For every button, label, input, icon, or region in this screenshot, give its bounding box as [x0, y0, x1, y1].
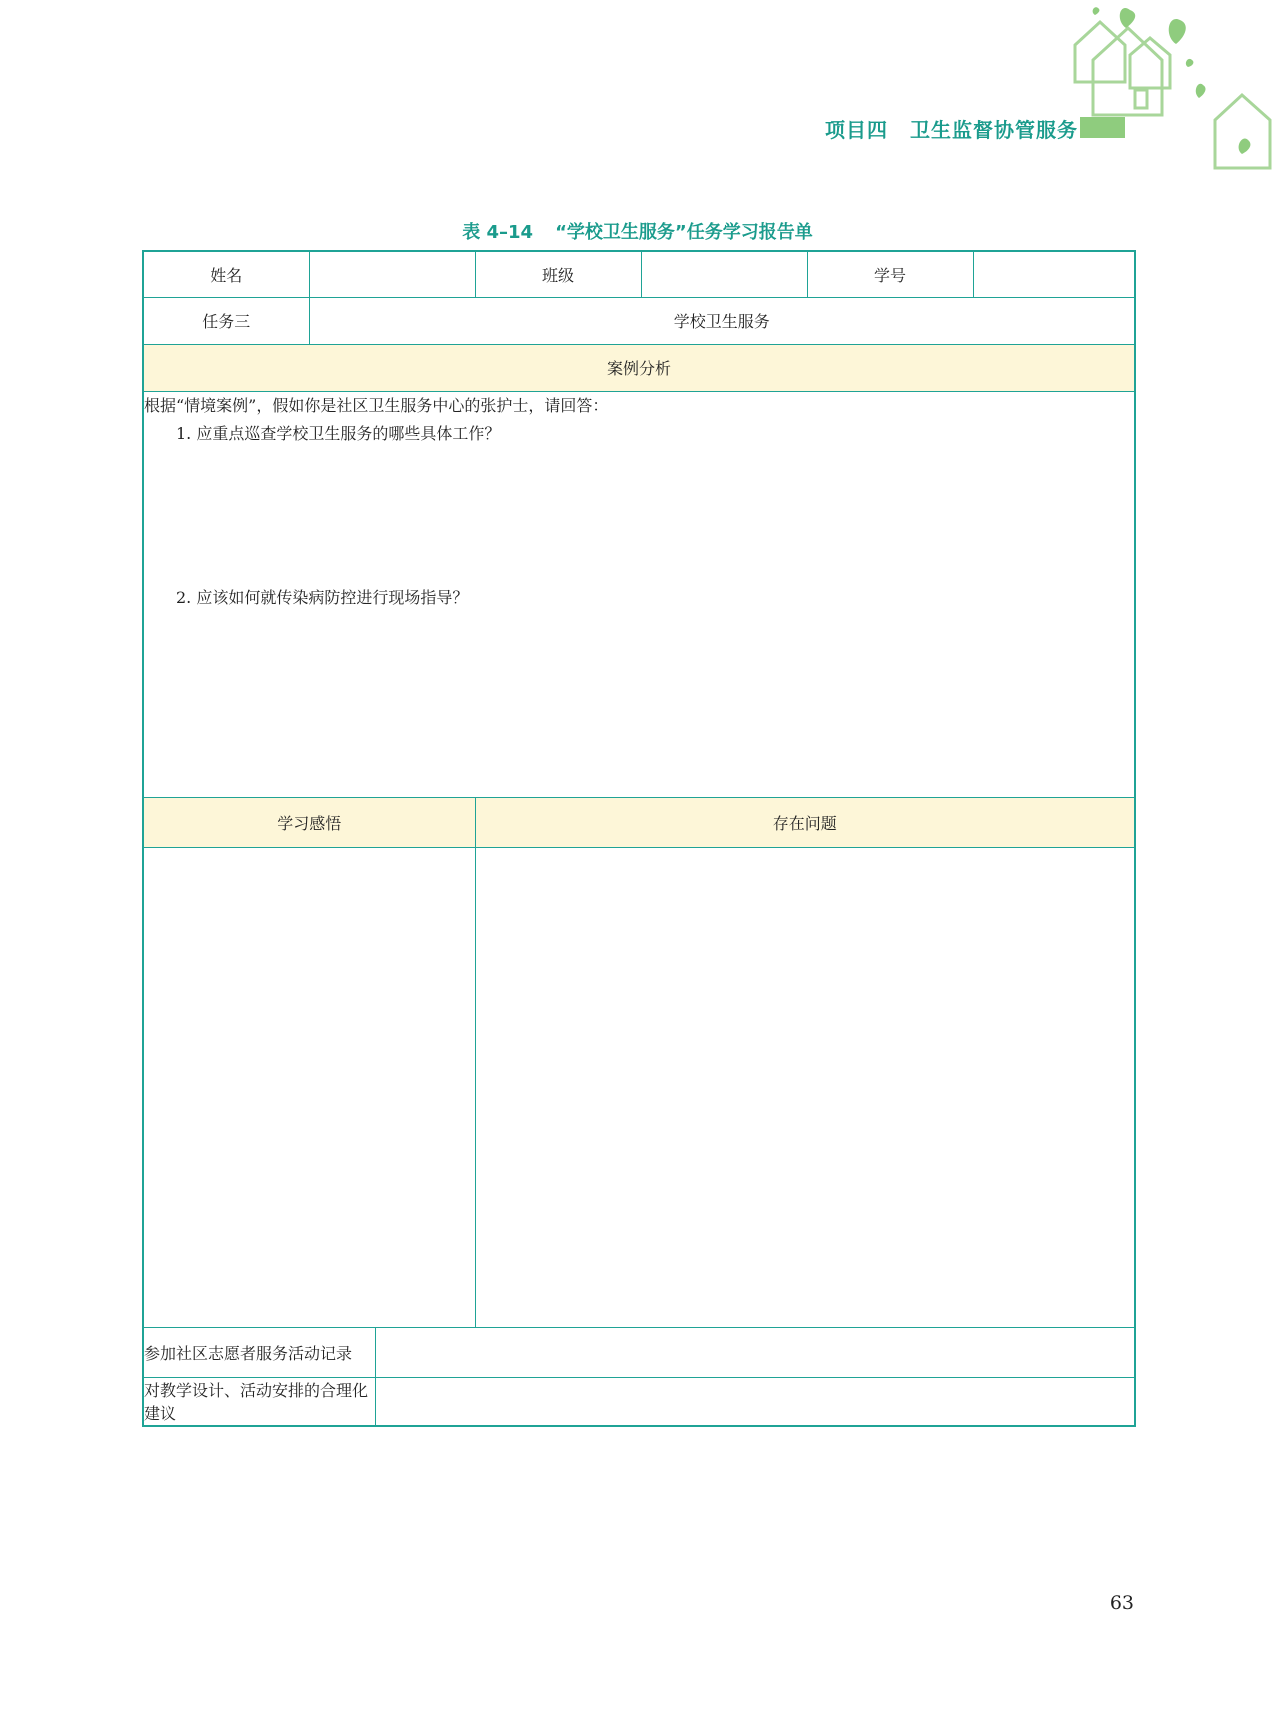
case-section-row: [143, 344, 1135, 391]
page-number: 63: [1109, 1592, 1134, 1614]
name-label: 姓名: [143, 251, 309, 297]
case-row: [143, 391, 1135, 797]
houses-and-leaves-icon: [1060, 0, 1275, 175]
name-field[interactable]: [309, 251, 475, 297]
project-title: 卫生监督协管服务: [910, 118, 1078, 142]
case-intro: 根据“情境案例”，假如你是社区卫生服务中心的张护士，请回答：: [144, 395, 609, 415]
learning-insights-heading: 学习感悟: [143, 797, 475, 847]
reflection-heading-row: [143, 797, 1135, 847]
suggestion-field[interactable]: [375, 1377, 1135, 1426]
question-1: 1. 应重点巡查学校卫生服务的哪些具体工作？: [176, 423, 501, 443]
info-row: [143, 251, 1135, 297]
volunteer-row: [143, 1327, 1135, 1377]
task-row: [143, 297, 1135, 344]
header-accent-bar: [1080, 117, 1125, 138]
suggestion-label: 对教学设计、活动安排的合理化建议: [143, 1377, 375, 1426]
case-analysis-heading: 案例分析: [143, 344, 1135, 391]
student-id-label: 学号: [807, 251, 973, 297]
report-table: [142, 250, 1136, 1427]
case-analysis-area[interactable]: [143, 391, 1135, 797]
table-number: 表 4–14: [462, 222, 534, 243]
class-field[interactable]: [641, 251, 807, 297]
question-2: 2. 应该如何就传染病防控进行现场指导？: [176, 587, 469, 607]
table-title: “学校卫生服务”任务学习报告单: [555, 222, 813, 243]
task-label: 任务三: [143, 297, 309, 344]
suggestion-row: [143, 1377, 1135, 1426]
project-label: 项目四: [825, 118, 888, 142]
volunteer-record-label: 参加社区志愿者服务活动记录: [143, 1327, 375, 1377]
reflection-row: [143, 847, 1135, 1327]
existing-problems-heading: 存在问题: [475, 797, 1135, 847]
class-label: 班级: [475, 251, 641, 297]
task-value: 学校卫生服务: [309, 297, 1135, 344]
table-caption: [0, 218, 1275, 244]
volunteer-record-field[interactable]: [375, 1327, 1135, 1377]
chapter-header: [0, 114, 1078, 143]
learning-insights-field[interactable]: [143, 847, 475, 1327]
student-id-field[interactable]: [973, 251, 1135, 297]
existing-problems-field[interactable]: [475, 847, 1135, 1327]
